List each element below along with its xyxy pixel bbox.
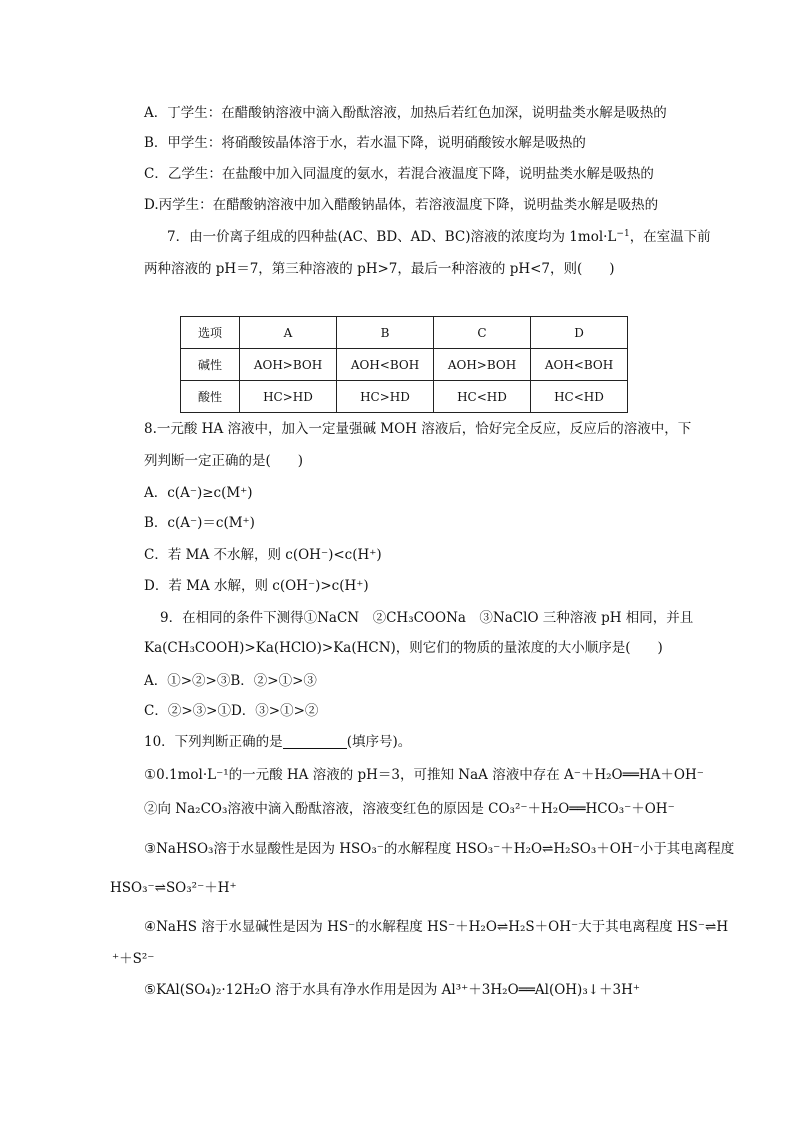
q9-stem-line1: 9．在相同的条件下测得①NaCN ②CH₃COONa ③NaClO 三种溶液 pH 相同，并且 bbox=[160, 610, 694, 626]
q9-options-cd: C．②>③>①D．③>①>② bbox=[144, 703, 319, 719]
q10-item-2: ②向 Na₂CO₃溶液中滴入酚酞溶液，溶液变红色的原因是 CO₃²⁻＋H₂O══HCO₃⁻＋OH⁻ bbox=[144, 801, 675, 817]
q10-item-3-line2: HSO₃⁻⇌SO₃²⁻＋H⁺ bbox=[110, 880, 237, 896]
q7-stem-text-b: ，在室温下前 bbox=[629, 229, 711, 245]
q9-stem-line2: Ka(CH₃COOH)>Ka(HClO)>Ka(HCN)，则它们的物质的量浓度的大小顺序是( ) bbox=[144, 640, 663, 656]
q6-option-b: B．甲学生：将硝酸铵晶体溶于水，若水温下降，说明硝酸铵水解是吸热的 bbox=[144, 135, 586, 151]
answer-blank bbox=[283, 734, 347, 749]
q8-option-b: B．c(A⁻)＝c(M⁺) bbox=[144, 515, 255, 531]
q10-item-1: ①0.1mol·L⁻¹的一元酸 HA 溶液的 pH＝3，可推知 NaA 溶液中存在 A⁻＋H₂O══HA＋OH⁻ bbox=[144, 767, 704, 783]
q7-stem-sup: −1 bbox=[616, 229, 630, 239]
table-header-row bbox=[181, 317, 628, 349]
q10-stem-text: 10．下列判断正确的是 bbox=[144, 734, 283, 750]
q10-item-5: ⑤KAl(SO₄)₂·12H₂O 溶于水具有净水作用是因为 Al³⁺＋3H₂O══Al(OH)₃↓＋3H⁺ bbox=[144, 982, 641, 998]
table-cell: HC<HD bbox=[434, 381, 531, 413]
table-cell: 碱性 bbox=[181, 349, 240, 381]
q7-stem-text: 7．由一价离子组成的四种盐(AC、BD、AD、BC)溶液的浓度均为 1mol·L bbox=[167, 229, 617, 245]
q6-option-a: A．丁学生：在醋酸钠溶液中滴入酚酞溶液，加热后若红色加深，说明盐类水解是吸热的 bbox=[144, 105, 667, 121]
q10-item-3-line1: ③NaHSO₃溶于水显酸性是因为 HSO₃⁻的水解程度 HSO₃⁻＋H₂O⇌H₂SO₃＋OH⁻小于其电离程度 bbox=[144, 841, 735, 857]
table-cell: 酸性 bbox=[181, 381, 240, 413]
table-row bbox=[181, 381, 628, 413]
table-cell: 选项 bbox=[181, 317, 240, 349]
table-row bbox=[181, 349, 628, 381]
q6-option-d: D.丙学生：在醋酸钠溶液中加入醋酸钠晶体，若溶液温度下降，说明盐类水解是吸热的 bbox=[144, 197, 659, 213]
q10-stem bbox=[144, 733, 411, 751]
q8-option-a: A．c(A⁻)≥c(M⁺) bbox=[144, 485, 253, 501]
q8-option-d: D．若 MA 水解，则 c(OH⁻)>c(H⁺) bbox=[144, 578, 369, 594]
q10-stem-tail: (填序号)。 bbox=[346, 734, 412, 750]
table-cell: AOH<BOH bbox=[337, 349, 434, 381]
table-cell: AOH>BOH bbox=[240, 349, 337, 381]
table-cell: C bbox=[434, 317, 531, 349]
table-cell: HC<HD bbox=[531, 381, 628, 413]
q7-stem-line1 bbox=[167, 228, 711, 246]
q8-stem-line1: 8.一元酸 HA 溶液中，加入一定量强碱 MOH 溶液后，恰好完全反应，反应后的溶液中，下 bbox=[144, 421, 692, 437]
table-cell: AOH<BOH bbox=[531, 349, 628, 381]
table-cell: AOH>BOH bbox=[434, 349, 531, 381]
table-cell: D bbox=[531, 317, 628, 349]
q7-stem-line2: 两种溶液的 pH＝7，第三种溶液的 pH>7，最后一种溶液的 pH<7，则( ) bbox=[144, 261, 615, 277]
table-cell: A bbox=[240, 317, 337, 349]
q6-option-c: C．乙学生：在盐酸中加入同温度的氨水，若混合液温度下降，说明盐类水解是吸热的 bbox=[144, 166, 654, 182]
table-cell: HC>HD bbox=[337, 381, 434, 413]
q9-options-ab: A．①>②>③B．②>①>③ bbox=[144, 673, 317, 689]
q7-options-table bbox=[180, 316, 628, 413]
q8-stem-line2: 列判断一定正确的是( ) bbox=[144, 453, 304, 469]
q10-item-4-line2: ⁺＋S²⁻ bbox=[112, 951, 155, 967]
table-cell: B bbox=[337, 317, 434, 349]
q10-item-4-line1: ④NaHS 溶于水显碱性是因为 HS⁻的水解程度 HS⁻＋H₂O⇌H₂S＋OH⁻大于其电离程度 HS⁻⇌H bbox=[144, 919, 729, 935]
table-cell: HC>HD bbox=[240, 381, 337, 413]
q8-option-c: C．若 MA 不水解，则 c(OH⁻)<c(H⁺) bbox=[144, 547, 382, 563]
